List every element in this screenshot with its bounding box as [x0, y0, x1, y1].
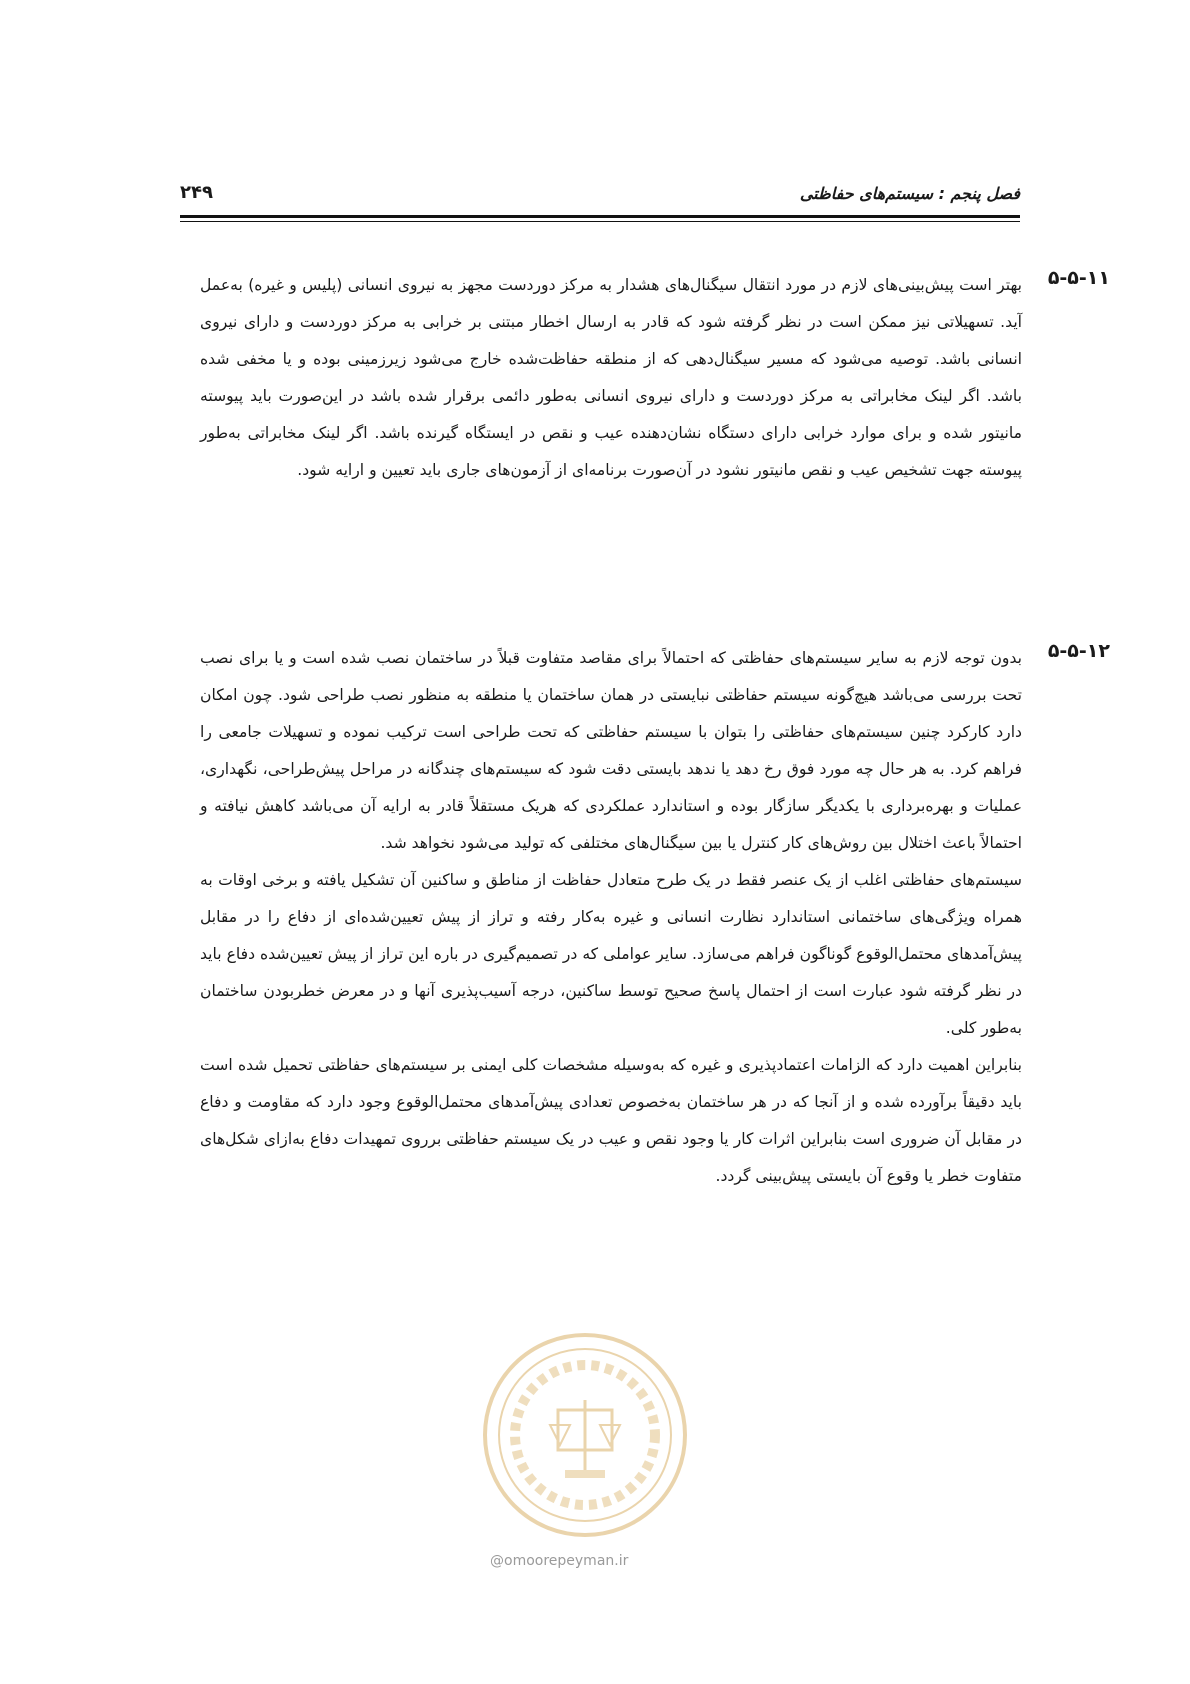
chapter-title: فصل پنجم : سیستم‌های حفاظتی [799, 184, 1020, 203]
section-5-5-12 [200, 640, 1110, 1195]
watermark-seal-icon [480, 1330, 690, 1540]
section-number: ۵-۵-۱۱ [1047, 267, 1110, 289]
section-number: ۵-۵-۱۲ [1047, 640, 1110, 662]
header-rule-thick [180, 215, 1020, 218]
section-paragraph: بهتر است پیش‌بینی‌های لازم در مورد انتقال سیگنال‌های هشدار به مرکز دوردست مجهز به نیروی انسانی (پلیس و غیره) به‌عمل آید. تسهیلاتی نیز ممکن است در نظر گرفته شود که قادر به ارسال اخطار مبتنی بر خرابی به مرکز دوردست و دارای نیروی انسانی باشد. توصیه می‌شود که مسیر سیگنال‌دهی که از منطقه حفاظت‌شده خارج می‌شود زیرزمینی بوده و یا مخفی شده باشد. اگر لینک مخابراتی به مرکز دوردست و دارای نیروی انسانی به‌طور دائمی برقرار شده باشد در این‌صورت باید پیوسته مانیتور شده و برای موارد خرابی دارای دستگاه نشان‌دهنده عیب و نقص در ایستگاه گیرنده باشد. اگر لینک مخابراتی به‌طور پیوسته جهت تشخیص عیب و نقص مانیتور نشود در آن‌صورت برنامه‌ای از آزمون‌های جاری باید تعیین و ارایه شود. [200, 276, 1022, 479]
page-number: ۲۴۹ [180, 182, 213, 203]
watermark-url: @omoorepeyman.ir [490, 1553, 629, 1569]
section-paragraph: بدون توجه لازم به سایر سیستم‌های حفاظتی که احتمالاً برای مقاصد متفاوت قبلاً در ساختمان نصب شده است و یا برای نصب تحت بررسی می‌باشد هیچ‌گونه سیستم حفاظتی نبایستی در همان ساختمان یا منطقه به منظور نصب طراحی شود. چون امکان دارد کارکرد چنین سیستم‌های حفاظتی را بتوان با سیستم حفاظتی که تحت طراحی است ترکیب نموده و تسهیلات جامعی را فراهم کرد. به هر حال چه مورد فوق رخ دهد یا ندهد بایستی دقت شود که سیستم‌های چندگانه در مراحل پیش‌طراحی، نگهداری، عملیات و بهره‌برداری با یکدیگر سازگار بوده و استاندارد عملکردی که هریک مستقلاً قادر به ارایه آن می‌باشد کاهش نیافته و احتمالاً باعث اختلال بین روش‌های کار کنترل یا بین سیگنال‌های مختلفی که تولید می‌شود نخواهد شد. [200, 649, 1022, 852]
page-header [180, 178, 1020, 208]
section-5-5-11 [200, 267, 1110, 489]
section-paragraph: بنابراین اهمیت دارد که الزامات اعتمادپذیری و غیره که به‌وسیله مشخصات کلی ایمنی بر سیستم‌های حفاظتی تحمیل شده است باید دقیقاً برآورده شده و از آنجا که در هر ساختمان به‌خصوص تعدادی پیش‌آمدهای محتمل‌الوقوع وجود دارد که مقاومت و دفاع در مقابل آن ضروری است بنابراین اثرات کار یا وجود نقص و عیب در یک سیستم حفاظتی برروی تمهیدات دفاع به‌ازای شکل‌های متفاوت خطر یا وقوع آن بایستی پیش‌بینی گردد. [200, 1056, 1022, 1185]
header-rule-thin [180, 221, 1020, 222]
section-paragraph: سیستم‌های حفاظتی اغلب از یک عنصر فقط در یک طرح متعادل حفاظت از مناطق و ساکنین آن تشکیل یافته و برخی اوقات به همراه ویژگی‌های ساختمانی استاندارد نظارت انسانی و غیره به‌کار رفته و تراز از پیش تعیین‌شده‌ای از دفاع را در مقابل پیش‌آمدهای محتمل‌الوقوع گوناگون فراهم می‌سازد. سایر عواملی که در تصمیم‌گیری در باره این تراز از پیش تعیین‌شده دفاع باید در نظر گرفته شود عبارت است از احتمال پاسخ صحیح توسط ساکنین، درجه آسیب‌پذیری آنها و در معرض خطربودن ساختمان به‌طور کلی. [200, 871, 1022, 1037]
